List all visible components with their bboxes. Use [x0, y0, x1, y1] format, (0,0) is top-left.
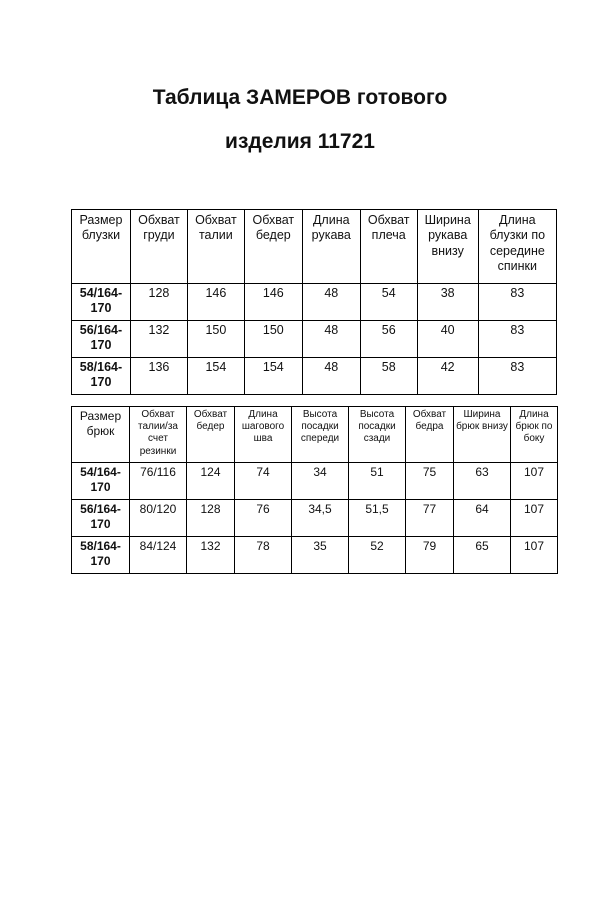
table-row	[72, 284, 557, 321]
header-cell-sleeve-length: Длина рукава	[302, 210, 360, 284]
table-cell: 51	[349, 463, 406, 500]
table-cell: 38	[417, 284, 478, 321]
header-cell-inseam: Длина шагового шва	[235, 407, 292, 463]
header-cell-hips: Обхват бедер	[244, 210, 302, 284]
header-cell-bust: Обхват груди	[130, 210, 187, 284]
header-cell-blouse-length: Длина блузки по середине спинки	[478, 210, 556, 284]
table-cell: 63	[454, 463, 511, 500]
size-cell: 56/164-170	[72, 500, 130, 537]
table-cell: 48	[302, 284, 360, 321]
table-cell: 83	[478, 358, 556, 395]
table-cell: 80/120	[130, 500, 187, 537]
header-cell-back-rise: Высота посадки сзади	[349, 407, 406, 463]
header-cell-thigh: Обхват бедра	[406, 407, 454, 463]
header-cell-shoulder: Обхват плеча	[360, 210, 417, 284]
table-cell: 56	[360, 321, 417, 358]
table-row	[72, 321, 557, 358]
size-cell: 58/164-170	[72, 537, 130, 574]
page-title-line-2: изделия 11721	[225, 130, 375, 153]
table-cell: 74	[235, 463, 292, 500]
table-cell: 54	[360, 284, 417, 321]
header-cell-size: Размер блузки	[72, 210, 131, 284]
table-cell: 40	[417, 321, 478, 358]
header-cell-hem-width: Ширина брюк внизу	[454, 407, 511, 463]
table-cell: 107	[511, 463, 558, 500]
size-cell: 54/164-170	[72, 284, 131, 321]
header-cell-front-rise: Высота посадки спереди	[292, 407, 349, 463]
table-cell: 128	[130, 284, 187, 321]
table-cell: 83	[478, 284, 556, 321]
table-cell: 128	[187, 500, 235, 537]
header-cell-hips: Обхват бедер	[187, 407, 235, 463]
size-cell: 54/164-170	[72, 463, 130, 500]
table-cell: 76/116	[130, 463, 187, 500]
table-cell: 107	[511, 500, 558, 537]
table-cell: 83	[478, 321, 556, 358]
header-cell-side-length: Длина брюк по боку	[511, 407, 558, 463]
size-cell: 56/164-170	[72, 321, 131, 358]
page-title-line-1: Таблица ЗАМЕРОВ готового	[152, 86, 448, 109]
table-cell: 77	[406, 500, 454, 537]
table-cell: 78	[235, 537, 292, 574]
pants-size-table	[71, 406, 558, 574]
table-cell: 52	[349, 537, 406, 574]
table-header-row	[72, 407, 558, 463]
table-cell: 124	[187, 463, 235, 500]
table-cell: 34,5	[292, 500, 349, 537]
table-cell: 146	[244, 284, 302, 321]
table-cell: 65	[454, 537, 511, 574]
table-header-row	[72, 210, 557, 284]
table-cell: 136	[130, 358, 187, 395]
table-cell: 64	[454, 500, 511, 537]
table-cell: 146	[187, 284, 244, 321]
blouse-size-table	[71, 209, 557, 395]
table-row	[72, 358, 557, 395]
header-cell-waist-elastic: Обхват талии/за счет резинки	[130, 407, 187, 463]
table-cell: 51,5	[349, 500, 406, 537]
table-row	[72, 463, 558, 500]
table-cell: 79	[406, 537, 454, 574]
table-row	[72, 537, 558, 574]
header-cell-size: Размер брюк	[72, 407, 130, 463]
table-cell: 132	[130, 321, 187, 358]
table-cell: 48	[302, 358, 360, 395]
table-cell: 35	[292, 537, 349, 574]
table-cell: 132	[187, 537, 235, 574]
table-cell: 84/124	[130, 537, 187, 574]
table-cell: 48	[302, 321, 360, 358]
table-cell: 150	[244, 321, 302, 358]
table-cell: 76	[235, 500, 292, 537]
header-cell-waist: Обхват талии	[187, 210, 244, 284]
table-cell: 107	[511, 537, 558, 574]
table-row	[72, 500, 558, 537]
table-cell: 34	[292, 463, 349, 500]
table-cell: 75	[406, 463, 454, 500]
table-cell: 42	[417, 358, 478, 395]
table-cell: 154	[187, 358, 244, 395]
size-cell: 58/164-170	[72, 358, 131, 395]
table-cell: 150	[187, 321, 244, 358]
table-cell: 58	[360, 358, 417, 395]
table-cell: 154	[244, 358, 302, 395]
header-cell-sleeve-width: Ширина рукава внизу	[417, 210, 478, 284]
